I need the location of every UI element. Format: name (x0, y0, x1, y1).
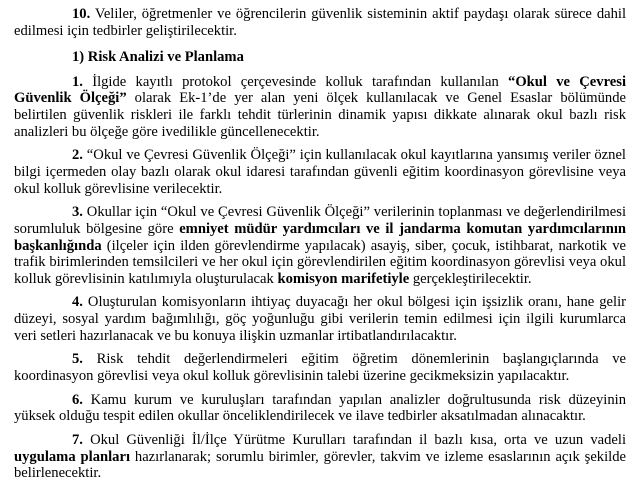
section-heading (14, 49, 626, 66)
paragraph-number: 6. (72, 391, 83, 408)
text-run: İlgide kayıtlı protokol çerçevesinde kolluk tarafından kullanılan (82, 73, 509, 90)
paragraph-number: 10. (72, 6, 91, 22)
text-run: Okullar için “Okul ve Çevresi Güvenlik Ölçeği” verilerinin toplanması ve değerlendirilmesi sorumluluk bölgesine göre (14, 204, 626, 237)
numbered-paragraph (14, 392, 626, 425)
numbered-paragraph (14, 147, 626, 197)
bold-run: komisyon marifetiyle (277, 270, 410, 287)
numbered-paragraph (14, 351, 626, 384)
paragraph-number: 4. (72, 294, 83, 311)
paragraph-number: 3. (72, 204, 83, 221)
document-body (14, 6, 626, 482)
numbered-paragraph (14, 432, 626, 482)
paragraph-number: 7. (72, 432, 83, 449)
bold-run: 1) Risk Analizi ve Planlama (72, 49, 244, 66)
bold-run: uygulama planları (14, 448, 130, 465)
text-run: (ilçeler için ilden görevlendirme yapılacak) asayiş, siber, çocuk, istihbarat, narkotik ve trafik birimlerinden temsilcileri ve her okul için görevlendirilen eğitim koordinasyon görevlisi veya okul kolluk görevlisinin katılımıyla oluşturulacak (14, 237, 626, 287)
text-run: gerçekleştirilecektir. (409, 270, 532, 287)
text-run: “Okul ve Çevresi Güvenlik Ölçeği” için kullanılacak okul kayıtlarına yansımış veriler öznel bilgi içermeden olay bazlı olarak okul idaresi tarafından güvenli eğitim koordinasyon görevlisine veya okul kolluk görevlisine verilecektir. (14, 147, 626, 197)
numbered-paragraph (14, 204, 626, 287)
numbered-paragraph (14, 74, 626, 140)
text-run: Risk tehdit değerlendirmeleri eğitim öğretim dönemlerinin başlangıçlarında ve koordinasyon görevlisi veya okul kolluk görevlisinin talebi üzerine gecikmeksizin yapılacaktır. (14, 351, 626, 385)
text-run: Kamu kurum ve kuruluşları tarafından yapılan analizler doğrultusunda risk düzeyinin yüksek olduğu tespit edilen okullar önceliklendirilecek ve ilave tedbirler aksatılmadan alınacaktır. (14, 391, 626, 425)
bold-run: emniyet müdür yardımcıları ve il jandarma komutan yardımcılarının başkanlığında (14, 220, 626, 254)
text-run: olarak Ek-1’de yer alan yeni ölçek kullanılacak ve Genel Esaslar bölümünde belirtilen güvenlik riskleri ile farklı tehdit türlerinin dinamik yapısı dikkate alınarak okul bazlı risk analizleri bu ölçeğe göre ivedilikle güncellenecektir. (14, 90, 626, 140)
numbered-paragraph (14, 6, 626, 39)
text-run: Oluşturulan komisyonların ihtiyaç duyacağı her okul bölgesi için işsizlik oranı, hane gelir düzeyi, sosyal yardım bağımlılığı, göç yoğunluğu gibi verilerin temin edilmesi için ilgili kurumlarca veri setleri hazırlanacak ve bu konuya ilişkin uzmanlar irtibatlandırılacaktır. (14, 294, 626, 344)
numbered-paragraph (14, 294, 626, 344)
paragraph-number: 2. (72, 147, 83, 164)
bold-run: “Okul ve Çevresi Güvenlik Ölçeği” (14, 73, 626, 107)
text-run: hazırlanarak; sorumlu birimler, görevler, takvim ve izleme esaslarının açık şekilde belirlenecektir. (14, 448, 626, 482)
paragraph-number: 5. (72, 351, 83, 368)
text-run: Veliler, öğretmenler ve öğrencilerin güvenlik sisteminin aktif paydaşı olarak sürece dahil edilmesi için tedbirler geliştirilecektir. (14, 6, 626, 39)
paragraph-number: 1. (72, 73, 83, 90)
text-run: Okul Güvenliği İl/İlçe Yürütme Kurulları tarafından il bazlı kısa, orta ve uzun vadeli (82, 432, 626, 449)
